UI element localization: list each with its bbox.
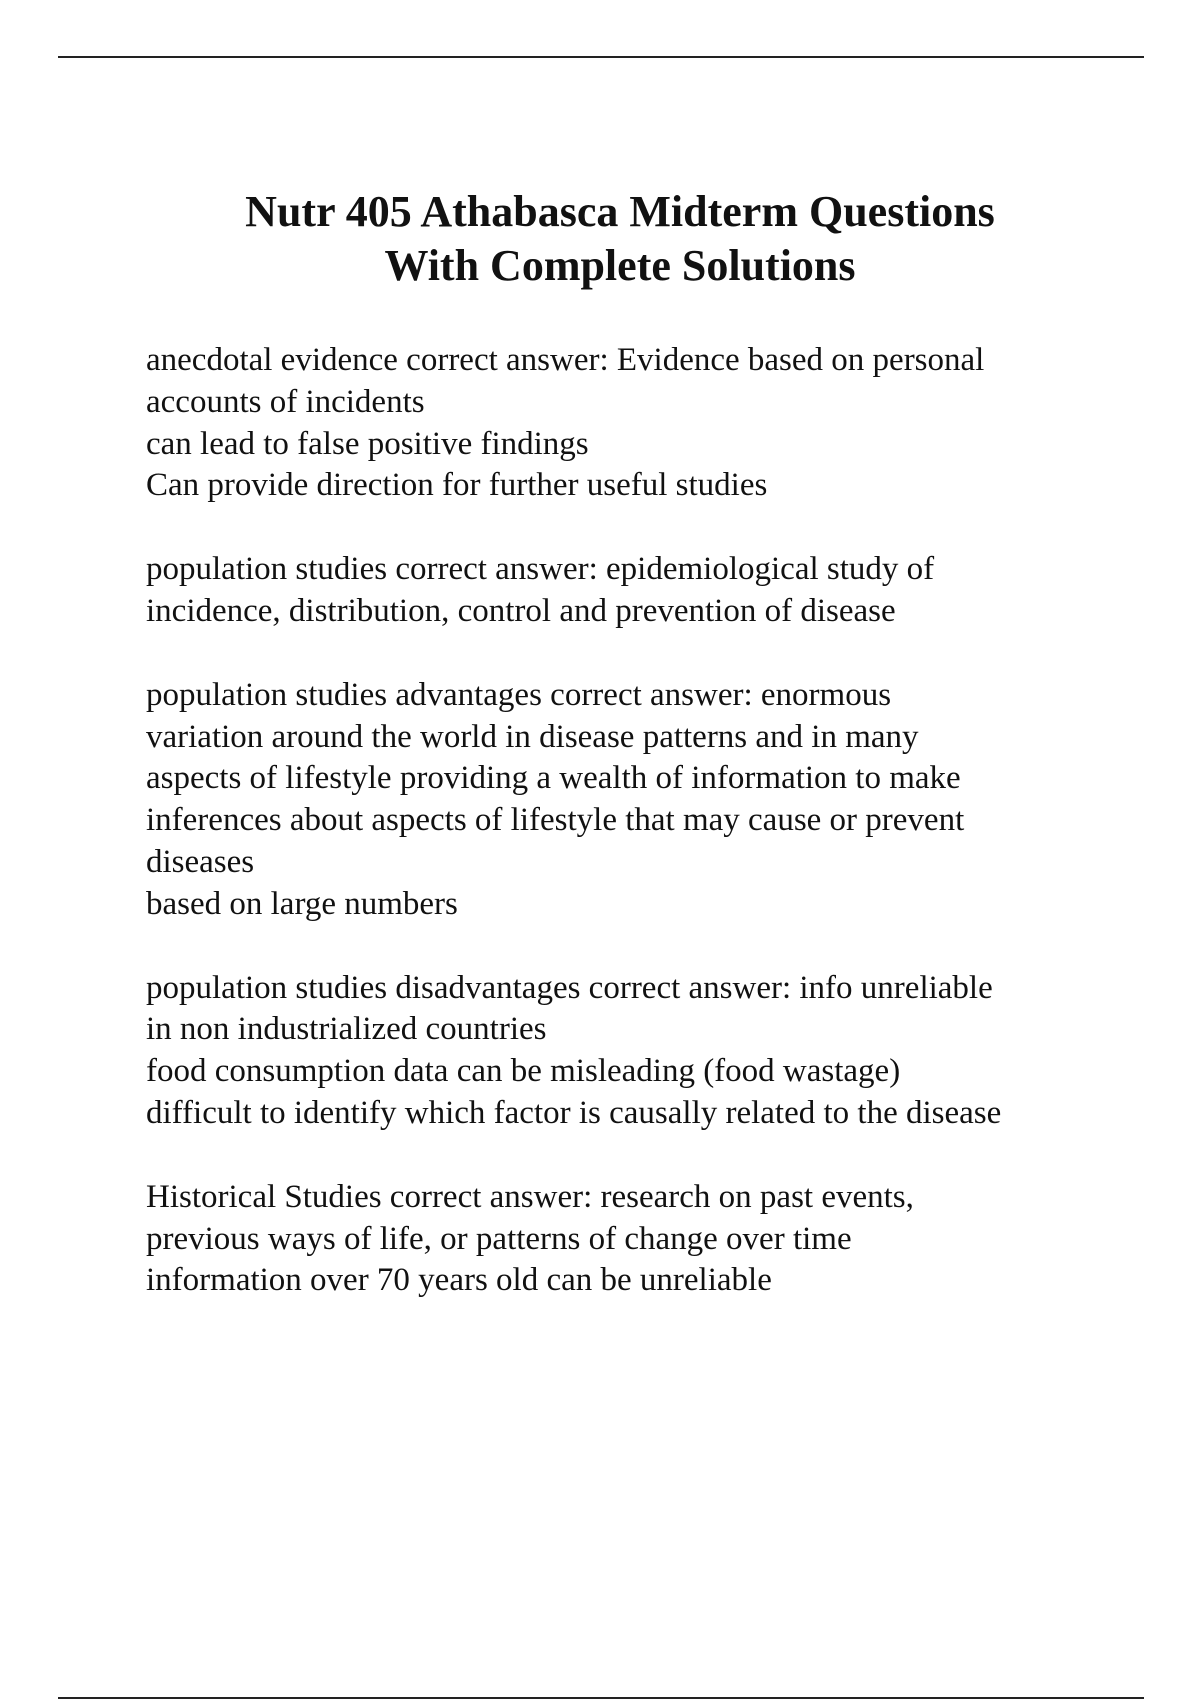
bottom-divider	[58, 1697, 1144, 1699]
title-line-2: With Complete Solutions	[384, 241, 856, 290]
entry-line: population studies advantages correct answer: enormous	[146, 676, 892, 713]
entry-line: information over 70 years old can be unreliable	[146, 1262, 772, 1299]
entry-line: can lead to false positive findings	[146, 425, 589, 462]
entry-line: incidence, distribution, control and prevention of disease	[146, 592, 896, 629]
entry-line: based on large numbers	[146, 885, 458, 922]
entry-line: accounts of incidents	[146, 383, 425, 420]
qa-entry-population-studies-advantages	[146, 675, 1156, 926]
entry-line: previous ways of life, or patterns of change over time	[146, 1220, 852, 1257]
entry-line: food consumption data can be misleading (food wastage)	[146, 1053, 901, 1090]
document-body	[146, 340, 1156, 1344]
entry-line: population studies correct answer: epidemiological study of	[146, 551, 935, 588]
qa-entry-population-studies-disadvantages	[146, 968, 1156, 1135]
entry-line: population studies disadvantages correct answer: info unreliable	[146, 969, 993, 1006]
entry-line: Historical Studies correct answer: research on past events,	[146, 1178, 914, 1215]
qa-entry-historical-studies	[146, 1177, 1156, 1302]
entry-line: aspects of lifestyle providing a wealth of information to make	[146, 760, 961, 797]
page-title	[100, 185, 1140, 293]
title-line-1: Nutr 405 Athabasca Midterm Questions	[245, 187, 995, 236]
entry-line: inferences about aspects of lifestyle that may cause or prevent	[146, 802, 965, 839]
entry-line: difficult to identify which factor is causally related to the disease	[146, 1094, 1002, 1131]
entry-line: diseases	[146, 843, 255, 880]
top-divider	[58, 56, 1144, 58]
entry-line: in non industrialized countries	[146, 1011, 547, 1048]
entry-line: variation around the world in disease patterns and in many	[146, 718, 919, 755]
entry-line: Can provide direction for further useful studies	[146, 467, 768, 504]
qa-entry-population-studies	[146, 549, 1156, 633]
entry-line: anecdotal evidence correct answer: Evidence based on personal	[146, 342, 985, 378]
qa-entry-anecdotal-evidence	[146, 340, 1156, 507]
